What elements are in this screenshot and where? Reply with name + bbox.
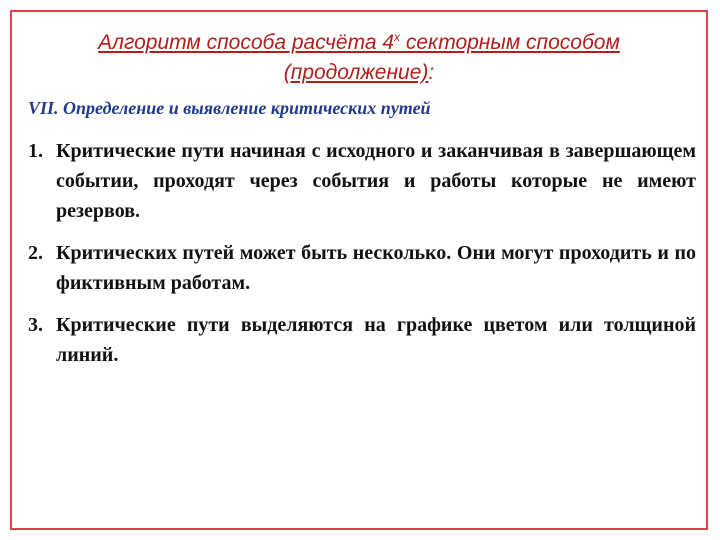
title-continuation: (продолжение) (283, 61, 429, 84)
list-item-number: 3. (28, 314, 43, 336)
list-item-text: Критические пути начиная с исходного и заканчивая в завершающем событии, проходят через события и работы которые не имеют резервов. (56, 140, 696, 222)
title-line-2 (12, 58, 706, 88)
title-colon: : (428, 61, 435, 84)
list-item-number: 2. (28, 242, 43, 264)
section-heading: VII. Определение и выявление критических путей (28, 98, 431, 118)
title-line-1 (12, 28, 706, 58)
list-item (28, 136, 696, 226)
list-item-text: Критических путей может быть несколько. Они могут проходить и по фиктивным работам. (56, 242, 696, 294)
list-item (28, 310, 696, 370)
list-item-number: 1. (28, 140, 43, 162)
slide-title (12, 28, 706, 88)
numbered-list (28, 136, 696, 382)
list-item (28, 238, 696, 298)
list-item-text: Критические пути выделяются на графике цветом или толщиной линий. (56, 314, 696, 366)
title-superscript: х (394, 30, 401, 44)
title-part-b: секторным способом (400, 31, 620, 54)
title-part-a: Алгоритм способа расчёта 4 (98, 31, 395, 54)
slide-frame (10, 10, 708, 530)
